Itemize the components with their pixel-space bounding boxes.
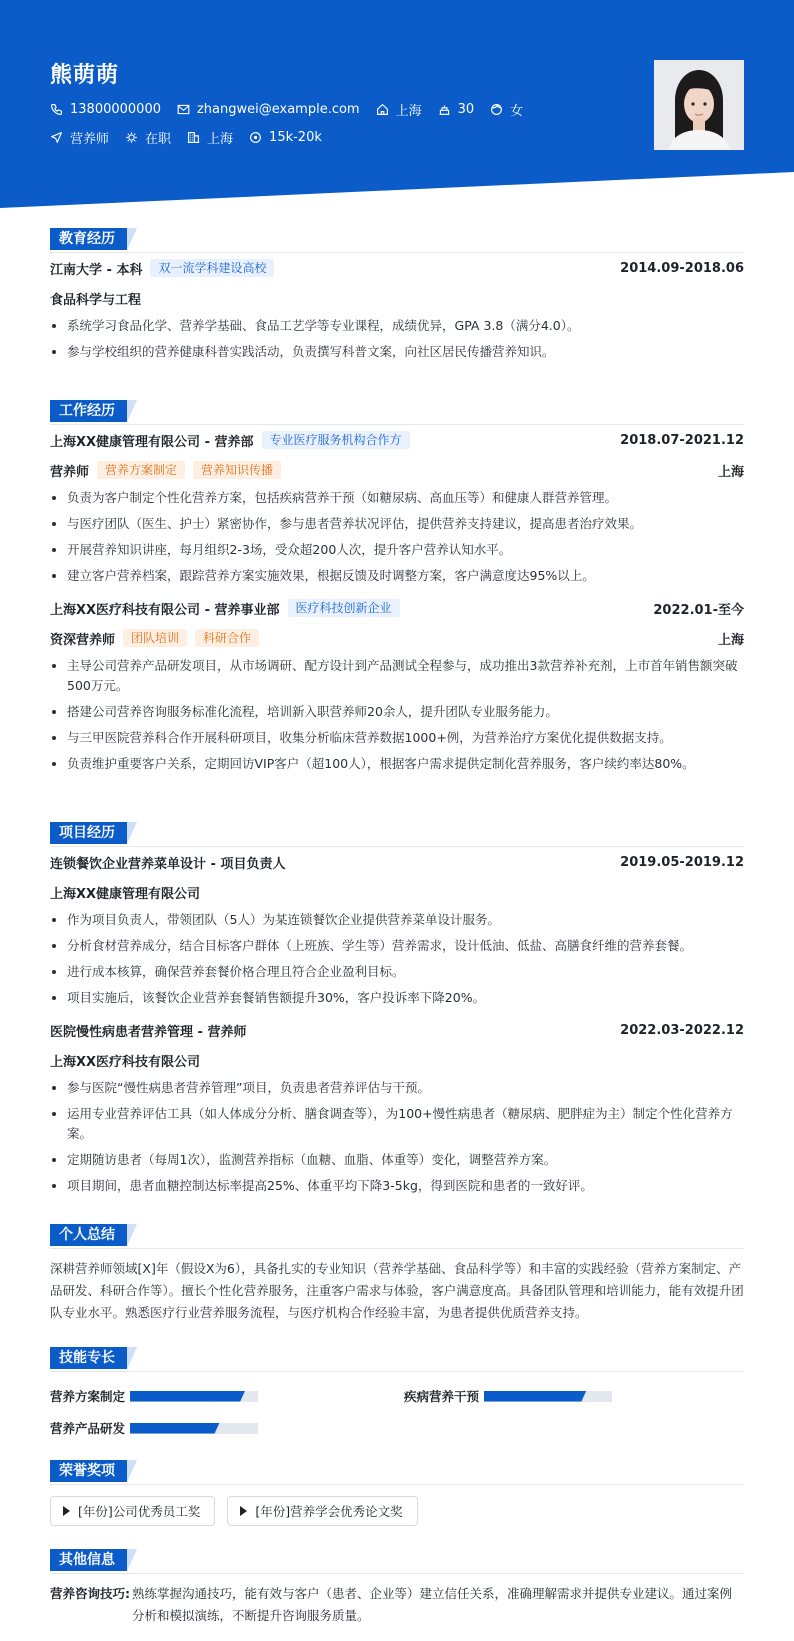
gender-text: 女	[510, 104, 524, 119]
job-bullets	[50, 488, 744, 586]
list-item: 负责维护重要客户关系，定期回访VIP客户（超100人），根据客户需求提供定制化营养服务，客户续约率达80%。	[50, 754, 744, 774]
job-city: 上海	[717, 632, 744, 648]
building-icon	[187, 131, 200, 144]
other-text: 熟练掌握沟通技巧，能有效与客户（患者、企业等）建立信任关系，准确理解需求并提供专业建议。通过案例分析和模拟演练，不断提升咨询服务质量。	[132, 1586, 733, 1623]
award-badge	[227, 1496, 417, 1526]
job-role-row	[50, 460, 744, 480]
list-item: 搭建公司营养咨询服务标准化流程，培训新入职营养师20余人，提升团队专业服务能力。	[50, 702, 744, 722]
project-row	[50, 852, 744, 872]
other-label: 营养咨询技巧:	[50, 1586, 130, 1601]
list-item: 主导公司营养产品研发项目，从市场调研、配方设计到产品测试全程参与，成功推出3款营养补充剂，上市首年销售额突破500万元。	[50, 656, 744, 696]
play-icon	[240, 1506, 247, 1516]
summary-header	[50, 1224, 744, 1246]
work-city-text: 上海	[207, 132, 234, 147]
list-item: 进行成本核算，确保营养套餐价格合理且符合企业盈利目标。	[50, 962, 744, 982]
skill-name: 营养产品研发	[50, 1421, 126, 1436]
section-divider	[50, 1484, 744, 1485]
section-title: 项目经历	[50, 822, 127, 844]
salary-item	[249, 130, 322, 145]
project-company: 上海XX医疗科技有限公司	[50, 1054, 201, 1070]
skill-tag: 科研合作	[195, 629, 259, 647]
skill-name: 疾病营养干预	[404, 1389, 480, 1404]
job-role: 资深营养师	[50, 632, 116, 648]
section-divider	[50, 846, 744, 847]
education-section	[50, 228, 744, 368]
salary-text: 15k-20k	[269, 130, 322, 145]
status-item	[125, 128, 171, 147]
awards-section	[50, 1460, 744, 1526]
section-title: 工作经历	[50, 400, 127, 422]
skill-tag: 团队培训	[123, 629, 187, 647]
section-title: 个人总结	[50, 1224, 127, 1246]
list-item: 定期随访患者（每周1次），监测营养指标（血糖、血脂、体重等）变化，调整营养方案。	[50, 1150, 744, 1170]
summary-text: 深耕营养师领域[X]年（假设X为6），具备扎实的专业知识（营养学基础、食品科学等）和丰富的实践经验（营养方案制定、产品研发、科研合作等）。擅长个性化营养服务，注重客户需求与体验，客户满意度高。具备团队管理和培训能力，能有效提升团队专业水平。熟悉医疗行业营养服务流程，与医疗机构合作经验丰富，为患者提供优质营养支持。	[50, 1261, 744, 1320]
job-date: 2022.01-至今	[653, 602, 744, 618]
list-item: 开展营养知识讲座，每月组织2-3场，受众超200人次，提升客户营养认知水平。	[50, 540, 744, 560]
job-bullets	[50, 656, 744, 774]
list-item: 运用专业营养评估工具（如人体成分分析、膳食调查等），为100+慢性病患者（糖尿病、肥胖症为主）制定个性化营养方案。	[50, 1104, 744, 1144]
other-row	[50, 1583, 744, 1627]
job-date: 2018.07-2021.12	[620, 432, 744, 448]
avatar	[654, 60, 744, 150]
award-badge	[50, 1496, 215, 1526]
education-row	[50, 258, 744, 278]
list-item: 与三甲医院营养科合作开展科研项目，收集分析临床营养数据1000+例，为营养治疗方案优化提供数据支持。	[50, 728, 744, 748]
education-bullets	[50, 316, 744, 362]
skills-section	[50, 1347, 744, 1436]
section-title: 教育经历	[50, 228, 127, 250]
company-tag: 医疗科技创新企业	[288, 599, 400, 617]
status-icon	[125, 131, 138, 144]
job-role-row	[50, 628, 744, 648]
school-tag: 双一流学科建设高校	[150, 259, 274, 277]
gender-item	[490, 100, 523, 119]
list-item: 参与学校组织的营养健康科普实践活动，负责撰写科普文案，向社区居民传播营养知识。	[50, 342, 744, 362]
list-item: 与医疗团队（医生、护士）紧密协作，参与患者营养状况评估，提供营养支持建议，提高患者治疗效果。	[50, 514, 744, 534]
header	[0, 0, 794, 208]
section-title: 其他信息	[50, 1549, 127, 1571]
profile-photo	[654, 60, 744, 150]
company-name: 上海XX医疗科技有限公司 - 营养事业部	[50, 602, 280, 618]
city-text: 上海	[395, 104, 422, 119]
age-text: 30	[457, 102, 475, 117]
age-icon	[438, 103, 451, 116]
project-company-row	[50, 882, 744, 902]
section-divider	[50, 252, 744, 253]
job-city: 上海	[717, 464, 744, 480]
play-icon	[63, 1506, 70, 1516]
gender-icon	[490, 103, 503, 116]
list-item: 负责为客户制定个性化营养方案，包括疾病营养干预（如糖尿病、高血压等）和健康人群营养管理。	[50, 488, 744, 508]
awards-list	[50, 1496, 744, 1526]
company-name: 上海XX健康管理有限公司 - 营养部	[50, 434, 254, 450]
award-text: [年份]公司优秀员工奖	[78, 1504, 201, 1519]
project-name: 医院慢性病患者营养管理 - 营养师	[50, 1024, 247, 1040]
work-city-item	[187, 128, 233, 147]
other-section	[50, 1549, 744, 1627]
skill-fill	[130, 1391, 245, 1402]
projects-header	[50, 822, 744, 844]
job-intent-text: 营养师	[70, 132, 110, 147]
skill-item	[404, 1387, 612, 1405]
project-bullets	[50, 910, 744, 1008]
project-row	[50, 1020, 744, 1040]
home-icon	[376, 103, 389, 116]
phone-icon	[50, 103, 63, 116]
project-company: 上海XX健康管理有限公司	[50, 886, 201, 902]
age-item	[438, 102, 475, 117]
job-role: 营养师	[50, 464, 90, 480]
section-title: 技能专长	[50, 1347, 127, 1369]
skill-fill	[130, 1423, 220, 1434]
section-divider	[50, 1248, 744, 1249]
award-text: [年份]营养学会优秀论文奖	[255, 1504, 403, 1519]
work-header	[50, 400, 744, 422]
email-text: zhangwei@example.com	[196, 102, 360, 117]
email-item	[177, 102, 360, 117]
education-date: 2014.09-2018.06	[620, 260, 744, 276]
job-company-row	[50, 598, 744, 618]
project-date: 2019.05-2019.12	[620, 854, 744, 870]
other-header	[50, 1549, 744, 1571]
education-header	[50, 228, 744, 250]
list-item: 建立客户营养档案，跟踪营养方案实施效果，根据反馈及时调整方案，客户满意度达95%以上。	[50, 566, 744, 586]
skill-item	[50, 1419, 258, 1437]
list-item: 参与医院“慢性病患者营养管理”项目，负责患者营养评估与干预。	[50, 1078, 744, 1098]
job-intent-item	[50, 128, 109, 147]
list-item: 作为项目负责人，带领团队（5人）为某连锁餐饮企业提供营养菜单设计服务。	[50, 910, 744, 930]
section-divider	[50, 1371, 744, 1372]
project-name: 连锁餐饮企业营养菜单设计 - 项目负责人	[50, 856, 286, 872]
mail-icon	[177, 103, 190, 116]
phone-item	[50, 102, 161, 117]
skill-bar	[130, 1391, 258, 1402]
skill-name: 营养方案制定	[50, 1389, 126, 1404]
skills-header	[50, 1347, 744, 1369]
skill-bar	[130, 1423, 258, 1434]
skill-item	[50, 1387, 258, 1405]
skill-tag: 营养方案制定	[97, 461, 185, 479]
section-divider	[50, 424, 744, 425]
summary-section	[50, 1224, 744, 1324]
skill-tag: 营养知识传播	[193, 461, 281, 479]
school-name: 江南大学 - 本科	[50, 262, 143, 278]
company-tag: 专业医疗服务机构合作方	[262, 431, 410, 449]
intent-row	[50, 128, 338, 147]
awards-header	[50, 1460, 744, 1482]
skill-bar	[484, 1391, 612, 1402]
list-item: 项目实施后，该餐饮企业营养套餐销售额提升30%，客户投诉率下降20%。	[50, 988, 744, 1008]
skill-fill	[484, 1391, 586, 1402]
city-item	[376, 100, 422, 119]
major-row	[50, 288, 744, 308]
major: 食品科学与工程	[50, 292, 142, 308]
projects-section	[50, 822, 744, 1202]
list-item: 系统学习食品化学、营养学基础、食品工艺学等专业课程，成绩优异，GPA 3.8（满分4.0）。	[50, 316, 744, 336]
phone-text: 13800000000	[70, 102, 161, 117]
candidate-name: 熊萌萌	[50, 63, 120, 88]
project-company-row	[50, 1050, 744, 1070]
list-item: 分析食材营养成分，结合目标客户群体（上班族、学生等）营养需求，设计低油、低盐、高膳食纤维的营养套餐。	[50, 936, 744, 956]
project-bullets	[50, 1078, 744, 1196]
contact-row	[50, 100, 539, 119]
section-title: 荣誉奖项	[50, 1460, 127, 1482]
send-icon	[50, 131, 63, 144]
list-item: 项目期间，患者血糖控制达标率提高25%、体重平均下降3-5kg，得到医院和患者的一致好评。	[50, 1176, 744, 1196]
status-text: 在职	[145, 132, 172, 147]
project-date: 2022.03-2022.12	[620, 1022, 744, 1038]
work-section	[50, 400, 744, 780]
salary-icon	[249, 131, 262, 144]
job-company-row	[50, 430, 744, 450]
section-divider	[50, 1573, 744, 1574]
